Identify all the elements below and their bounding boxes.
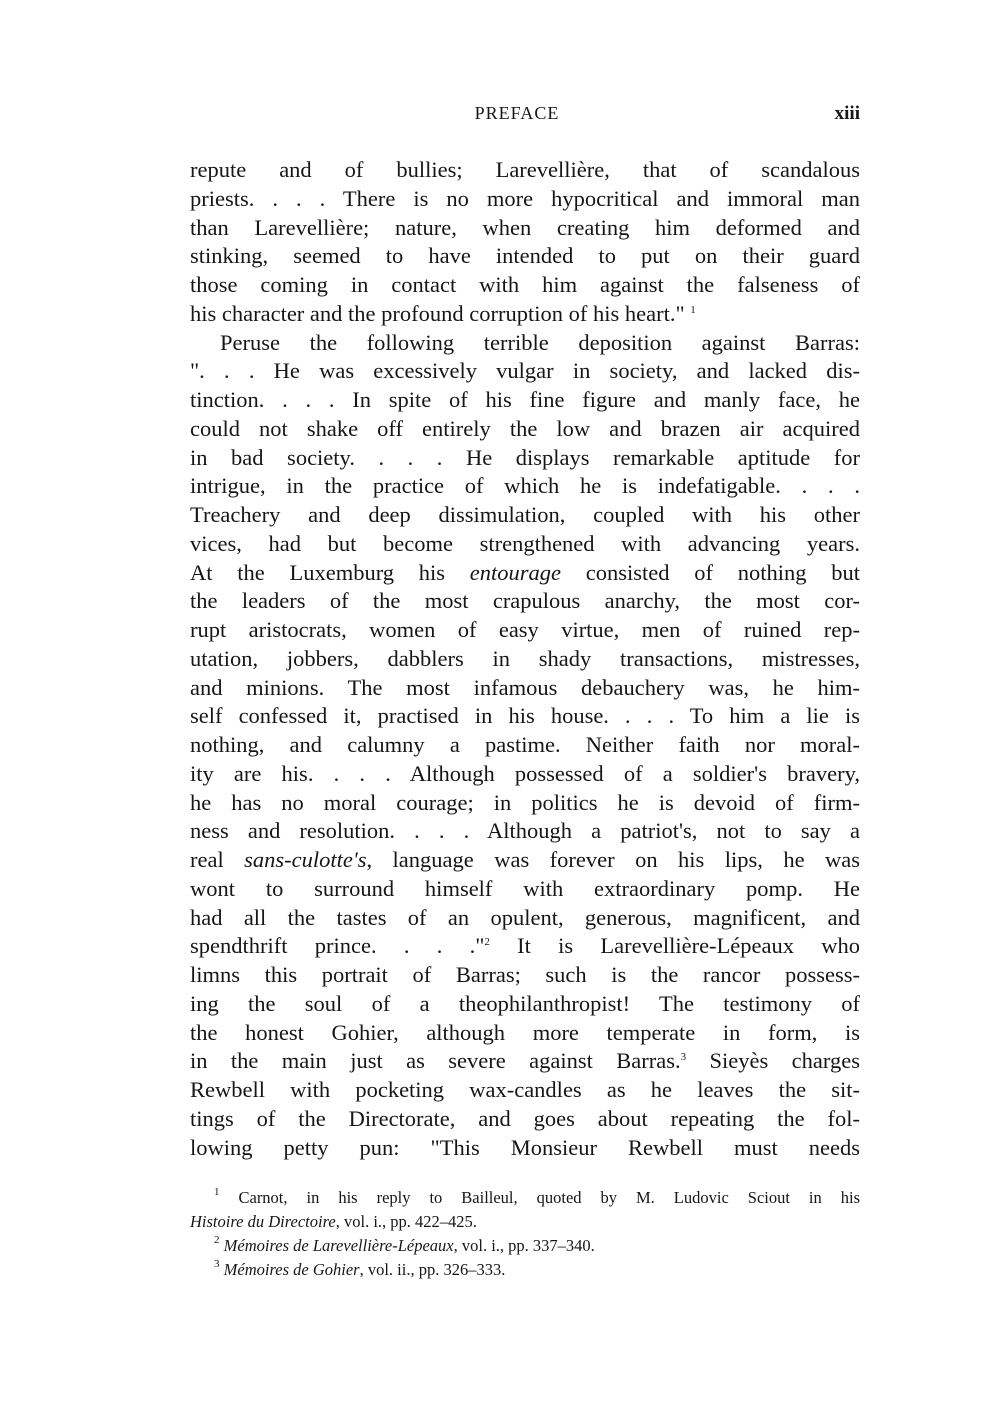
text-segment: Peruse the following terrible deposition against Barras:: [220, 329, 860, 355]
body-line: [190, 329, 860, 358]
text-segment: could not shake off entirely the low and brazen air acquired: [190, 415, 860, 441]
body-line: [190, 961, 860, 990]
body-line: [190, 645, 860, 674]
body-line: [190, 300, 860, 329]
text-segment: At the Luxemburg his: [190, 559, 470, 585]
text-segment: repute and of bullies; Larevellière, that of scandalous: [190, 157, 860, 182]
text-segment: the honest Gohier, although more temperate in form, is: [190, 1019, 860, 1045]
text-segment: priests. . . . There is no more hypocritical and immoral man: [190, 185, 860, 211]
body-line: [190, 386, 860, 415]
footnote-marker: 3: [680, 1051, 687, 1064]
body-line: [190, 357, 860, 386]
text-segment: Sieyès charges: [686, 1048, 860, 1074]
body-line: [190, 501, 860, 530]
body-line: [190, 875, 860, 904]
body-line: [190, 932, 860, 961]
text-segment: Treachery and deep dissimulation, coupled with his other: [190, 502, 860, 527]
footnote-line: [190, 1258, 860, 1282]
italic-text: sans-culotte's: [244, 847, 367, 872]
text-segment: ity are his. . . . Although possessed of a soldier's bravery,: [190, 760, 860, 786]
running-header-title: PREFACE: [474, 103, 560, 123]
footnotes: [190, 1186, 860, 1282]
page-number: xiii: [834, 103, 860, 124]
body-line: [190, 415, 860, 444]
body-line: [190, 444, 860, 473]
body-line: [190, 1134, 860, 1163]
body-line: [190, 559, 860, 588]
text-segment: than Larevellière; nature, when creating him deformed and: [190, 214, 860, 240]
text-segment: It is Larevellière-Lépeaux who: [489, 933, 860, 959]
body-line: [190, 472, 860, 501]
footnote-line: [190, 1210, 860, 1234]
body-line: [190, 185, 860, 214]
text-segment: spendthrift prince. . . .": [190, 933, 485, 959]
text-segment: , vol. ii., pp. 326–333.: [359, 1260, 506, 1279]
body-text: [190, 156, 860, 1162]
text-segment: , vol. i., pp. 422–425.: [335, 1212, 477, 1231]
body-line: [190, 674, 860, 703]
body-line: [190, 702, 860, 731]
text-segment: in bad society. . . . He displays remarkable aptitude for: [190, 444, 860, 470]
text-segment: , language was forever on his lips, he was: [366, 847, 860, 872]
body-line: [190, 214, 860, 243]
text-segment: vices, had but become strengthened with advancing years.: [190, 530, 860, 556]
footnote-line: [190, 1186, 860, 1210]
footnote-marker: 1: [690, 303, 696, 316]
body-line: [190, 817, 860, 846]
text-segment: Carnot, in his reply to Bailleul, quoted by M. Ludovic Sciout in his: [219, 1188, 860, 1207]
footnote-marker: 2: [214, 1234, 220, 1246]
italic-text: Mémoires de Larevellière-Lépeaux: [223, 1236, 454, 1255]
body-line: [190, 1076, 860, 1105]
text-segment: ness and resolution. . . . Although a patriot's, not to say a: [190, 818, 860, 844]
text-segment: ing the soul of a theophilanthropist! The testimony of: [190, 990, 860, 1016]
body-line: [190, 616, 860, 645]
text-segment: had all the tastes of an opulent, generous, magnificent, and: [190, 904, 860, 930]
body-line: [190, 1105, 860, 1134]
text-segment: ". . . He was excessively vulgar in society, and lacked dis-: [190, 358, 860, 384]
italic-text: Histoire du Directoire: [190, 1212, 336, 1231]
text-segment: rupt aristocrats, women of easy virtue, men of ruined rep-: [190, 617, 860, 642]
text-segment: wont to surround himself with extraordinary pomp. He: [190, 875, 860, 901]
body-line: [190, 1019, 860, 1048]
italic-text: entourage: [469, 559, 562, 585]
text-segment: self confessed it, practised in his house. . . . To him a lie is: [190, 703, 860, 729]
text-segment: the leaders of the most crapulous anarchy, the most cor-: [190, 588, 860, 614]
body-line: [190, 242, 860, 271]
body-line: [190, 846, 860, 875]
text-segment: limns this portrait of Barras; such is the rancor possess-: [190, 962, 860, 987]
body-line: [190, 990, 860, 1019]
text-segment: tinction. . . . In spite of his fine figure and manly face, he: [190, 387, 860, 412]
footnote-marker: 2: [484, 936, 490, 949]
body-line: [190, 530, 860, 559]
text-segment: lowing petty pun: "This Monsieur Rewbell must needs: [190, 1134, 860, 1160]
text-segment: in the main just as severe against Barras.: [190, 1048, 681, 1074]
text-segment: nothing, and calumny a pastime. Neither faith nor moral-: [190, 732, 860, 757]
text-segment: utation, jobbers, dabblers in shady transactions, mistresses,: [190, 645, 860, 671]
body-line: [190, 760, 860, 789]
footnote-marker: 3: [214, 1258, 220, 1270]
text-segment: consisted of nothing but: [561, 559, 860, 585]
text-segment: those coming in contact with him against the falseness of: [190, 272, 860, 297]
italic-text: Mémoires de Gohier: [223, 1260, 360, 1279]
text-segment: tings of the Directorate, and goes about repeating the fol-: [190, 1105, 860, 1131]
text-segment: real: [190, 847, 245, 872]
body-line: [190, 156, 860, 185]
body-line: [190, 731, 860, 760]
footnote-marker: 1: [214, 1186, 220, 1198]
text-segment: and minions. The most infamous debauchery was, he him-: [190, 674, 860, 700]
body-line: [190, 587, 860, 616]
text-segment: , vol. i., pp. 337–340.: [453, 1236, 595, 1255]
text-segment: stinking, seemed to have intended to put on their guard: [190, 243, 860, 269]
body-line: [190, 1047, 860, 1076]
body-line: [190, 271, 860, 300]
text-segment: intrigue, in the practice of which he is indefatigable. . . .: [190, 473, 860, 499]
footnote-line: [190, 1234, 860, 1258]
text-segment: Rewbell with pocketing wax-candles as he leaves the sit-: [190, 1077, 860, 1102]
text-segment: his character and the profound corruption of his heart.": [190, 300, 691, 326]
body-line: [190, 789, 860, 818]
text-segment: he has no moral courage; in politics he is devoid of firm-: [190, 789, 860, 815]
body-line: [190, 904, 860, 933]
